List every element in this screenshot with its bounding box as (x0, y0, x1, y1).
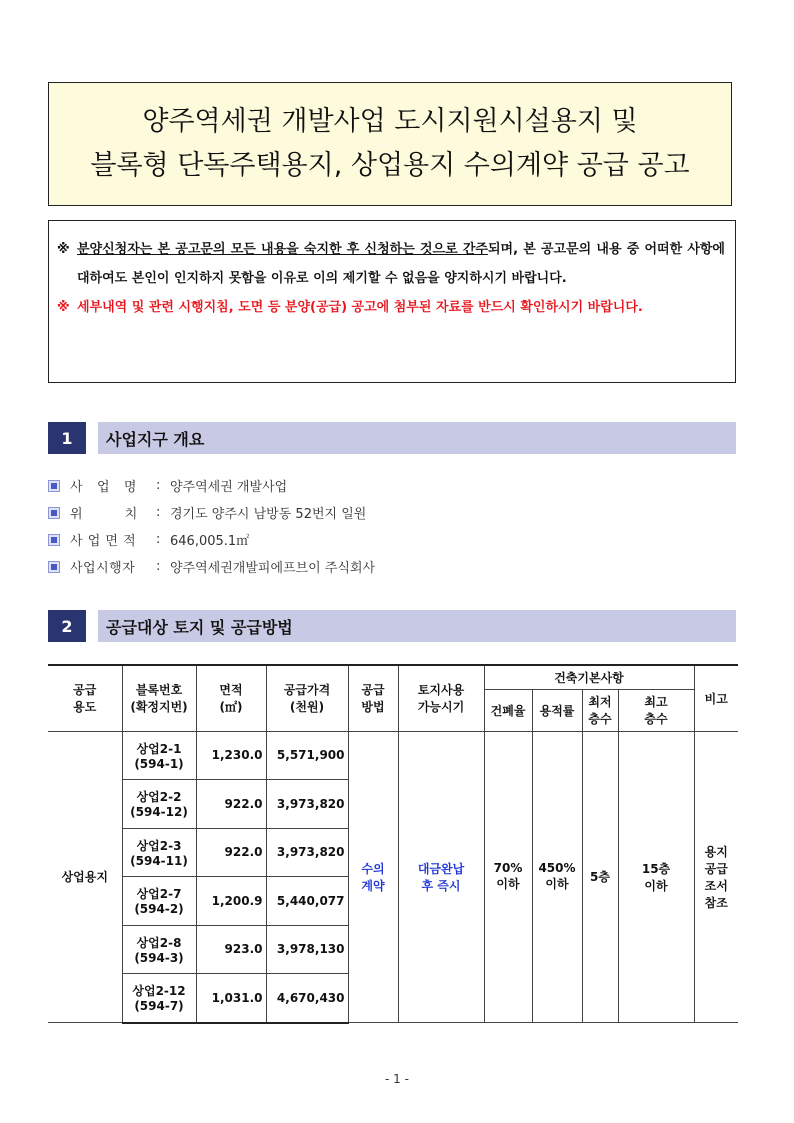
section-1-header (48, 422, 736, 454)
cell-block: 상업2-7 (594-2) (122, 877, 196, 926)
header-area: 면적 (㎡) (196, 665, 266, 731)
cell-min-floors: 5층 (582, 731, 618, 1023)
square-bullet-icon (48, 561, 60, 573)
section-2-header (48, 610, 736, 642)
cell-area: 1,200.9 (196, 877, 266, 926)
cell-price: 3,978,130 (266, 925, 348, 974)
item-value: 646,005.1㎡ (170, 534, 250, 549)
item-label: 사 업 명 (70, 480, 137, 495)
cell-price: 3,973,820 (266, 828, 348, 877)
supply-table (48, 664, 738, 1024)
title-line-1: 양주역세권 개발사업 도시지원시설용지 및 (142, 106, 638, 137)
cell-far: 450% 이하 (532, 731, 582, 1023)
cell-area: 1,230.0 (196, 731, 266, 780)
notice-underlined-text: 분양신청자는 본 공고문의 모든 내용을 숙지한 후 신청하는 것으로 간주 (77, 242, 488, 257)
cell-area: 923.0 (196, 925, 266, 974)
header-far: 용적률 (532, 689, 582, 731)
notice-paragraph-2 (57, 293, 725, 322)
list-item (48, 499, 375, 526)
section-2-number: 2 (48, 610, 86, 642)
square-bullet-icon (48, 534, 60, 546)
cell-block: 상업2-3 (594-11) (122, 828, 196, 877)
table-row (48, 731, 738, 780)
reference-mark-icon: ※ (57, 242, 70, 257)
cell-coverage: 70% 이하 (484, 731, 532, 1023)
cell-note: 용지 공급 조서 참조 (694, 731, 738, 1023)
page-number: - 1 - (385, 1072, 409, 1086)
list-item (48, 472, 375, 499)
cell-block: 상업2-2 (594-12) (122, 780, 196, 829)
square-bullet-icon (48, 507, 60, 519)
notice-box (48, 220, 736, 383)
header-available: 토지사용 가능시기 (398, 665, 484, 731)
header-use: 공급 용도 (48, 665, 122, 731)
notice-text: 되며, 본 공고문의 내용 중 어떠한 사항에 대하여도 본인이 인지하지 못함을 이유로 이의 제기할 수 없음을 양지하시기 바랍니다. (77, 242, 725, 286)
item-separator: : (156, 559, 161, 574)
notice-red-text: 세부내역 및 관련 시행지침, 도면 등 분양(공급) 공고에 첨부된 자료를 반드시 확인하시기 바랍니다. (77, 300, 643, 315)
header-min-floors: 최저 층수 (582, 689, 618, 731)
document-title (48, 82, 732, 206)
header-block: 블록번호 (확정지번) (122, 665, 196, 731)
section-1-number: 1 (48, 422, 86, 454)
title-line-2: 블록형 단독주택용지, 상업용지 수의계약 공급 공고 (90, 150, 690, 181)
section-1-title: 사업지구 개요 (98, 422, 736, 454)
item-label: 사 업 면 적 (70, 534, 137, 549)
cell-area: 922.0 (196, 828, 266, 877)
item-value: 경기도 양주시 남방동 52번지 일원 (170, 507, 367, 522)
cell-area: 1,031.0 (196, 974, 266, 1023)
cell-available: 대금완납 후 즉시 (398, 731, 484, 1023)
header-coverage: 건폐율 (484, 689, 532, 731)
notice-paragraph-1 (57, 235, 725, 293)
header-max-floors: 최고 층수 (618, 689, 694, 731)
item-separator: : (156, 532, 161, 547)
cell-price: 4,670,430 (266, 974, 348, 1023)
section-2-title: 공급대상 토지 및 공급방법 (98, 610, 736, 642)
item-value: 양주역세권개발피에프브이 주식회사 (170, 561, 376, 576)
item-label: 사업시행자 (70, 561, 136, 576)
cell-block: 상업2-8 (594-3) (122, 925, 196, 974)
cell-price: 3,973,820 (266, 780, 348, 829)
project-overview-list (48, 472, 375, 580)
item-separator: : (156, 505, 161, 520)
header-price: 공급가격 (천원) (266, 665, 348, 731)
reference-mark-icon: ※ (57, 300, 70, 315)
cell-method: 수의 계약 (348, 731, 398, 1023)
cell-use: 상업용지 (48, 731, 122, 1023)
list-item (48, 526, 375, 553)
header-method: 공급 방법 (348, 665, 398, 731)
item-label: 위 치 (70, 507, 138, 522)
cell-block: 상업2-1 (594-1) (122, 731, 196, 780)
cell-price: 5,440,077 (266, 877, 348, 926)
cell-max-floors: 15층 이하 (618, 731, 694, 1023)
item-value: 양주역세권 개발사업 (170, 480, 288, 495)
item-separator: : (156, 478, 161, 493)
list-item (48, 553, 375, 580)
cell-area: 922.0 (196, 780, 266, 829)
square-bullet-icon (48, 480, 60, 492)
header-building: 건축기본사항 (484, 665, 694, 689)
cell-price: 5,571,900 (266, 731, 348, 780)
header-note: 비고 (694, 665, 738, 731)
cell-block: 상업2-12 (594-7) (122, 974, 196, 1023)
